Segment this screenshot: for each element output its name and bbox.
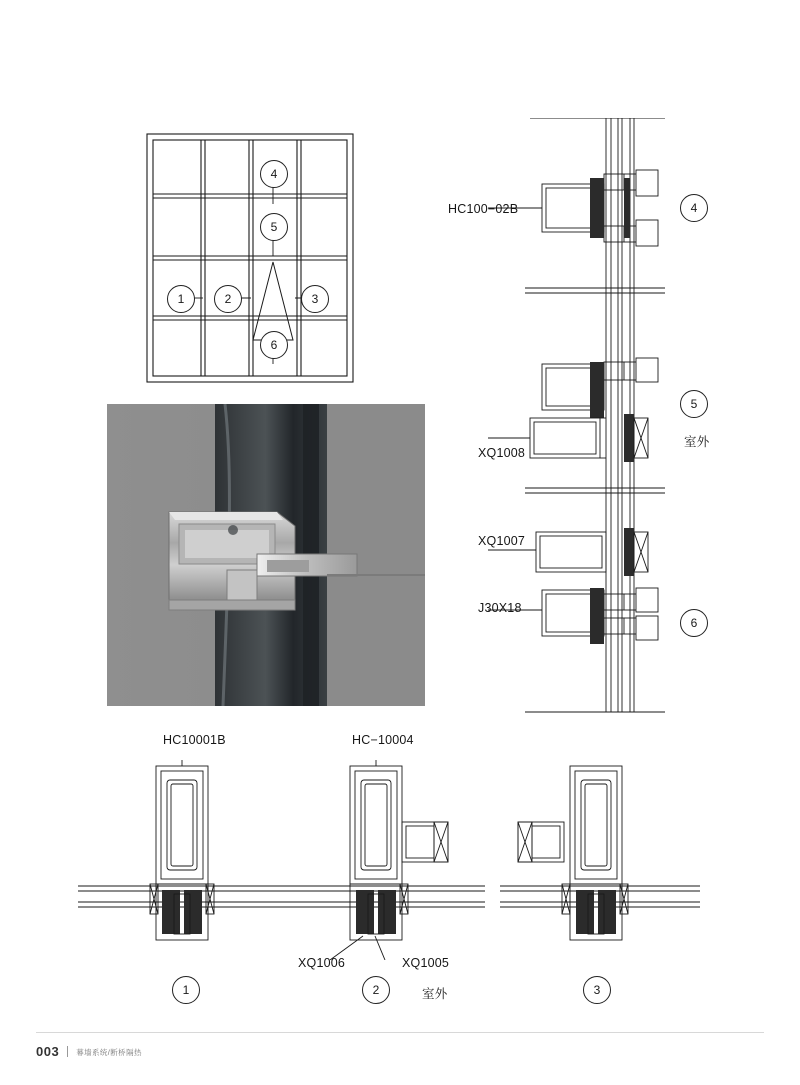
page-number: 003 [36,1044,60,1059]
section-callout-4 [680,194,708,222]
callout-label: 1 [182,983,190,997]
label-hc100-02b: HC100−02B [448,202,519,216]
elevation-callout-2 [214,285,242,313]
label-hc-10004: HC−10004 [352,733,414,747]
label-outside-vertical: 室外 [684,435,710,449]
page-footer [36,1044,142,1059]
footer-rule [36,1032,764,1033]
label-xq1008: XQ1008 [478,446,526,460]
plan-callout-3 [583,976,611,1004]
label-xq1006: XQ1006 [298,956,346,970]
elevation-callout-1 [167,285,195,313]
label-j30x18: J30X18 [478,601,522,615]
horizontal-section-2 [275,760,485,960]
section-callout-5 [680,390,708,418]
elevation-callout-4 [260,160,288,188]
callout-label: 5 [270,220,278,234]
callout-label: 2 [372,983,380,997]
elevation-callout-5 [260,213,288,241]
callout-label: 2 [224,292,232,306]
footer-divider [67,1046,68,1057]
horizontal-section-3 [500,760,700,960]
label-xq1005: XQ1005 [402,956,450,970]
callout-label: 6 [270,338,278,352]
profile-photo [107,404,425,706]
callout-label: 5 [690,397,698,411]
label-hc10001b: HC10001B [163,733,226,747]
callout-label: 6 [690,616,698,630]
section-callout-6 [680,609,708,637]
footer-note: 幕墙系统/断桥隔热 [76,1048,142,1057]
horizontal-section-1 [78,760,278,960]
plan-callout-1 [172,976,200,1004]
callout-label: 4 [690,201,698,215]
elevation-callout-3 [301,285,329,313]
callout-label: 4 [270,167,278,181]
label-xq1007: XQ1007 [478,534,526,548]
elevation-grid [145,132,365,392]
callout-label: 3 [593,983,601,997]
elevation-callout-6 [260,331,288,359]
plan-callout-2 [362,976,390,1004]
callout-label: 3 [311,292,319,306]
label-outside-horizontal: 室外 [422,987,448,1001]
callout-label: 1 [177,292,185,306]
